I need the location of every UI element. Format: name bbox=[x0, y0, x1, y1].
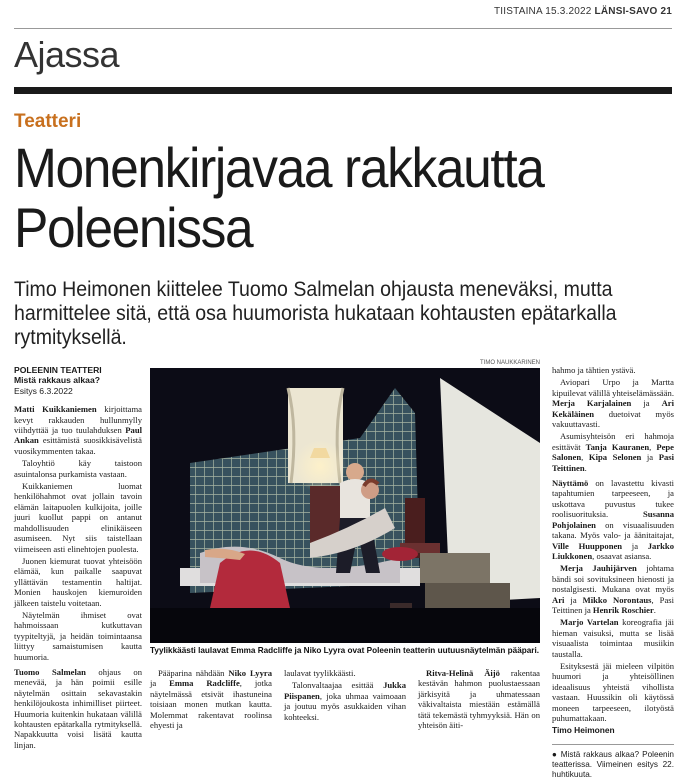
footnote-rule bbox=[552, 744, 674, 745]
page-number: 21 bbox=[660, 6, 672, 17]
infobox-title: POLEENIN TEATTERI bbox=[14, 365, 102, 375]
page-folio bbox=[494, 6, 672, 17]
article-headline: Monenkirjavaa rakkautta Poleenissa bbox=[14, 136, 544, 259]
article-lead: Timo Heimonen kiittelee Tuomo Salmelan ohjausta meneväksi, mutta harmittelee sitä, että osa huumorista hukataan kohtausten epätarkalla rytmityksellä. bbox=[14, 278, 617, 349]
paragraph: Esityksestä jäi mieleen vilpitön huumori ja yhteisöllinen ideaalisuus yhteistä vihollista vastaan. Huussikin oli käytössä moneen tarpeeseen, ilotyöstä puhumattakaan. bbox=[552, 660, 674, 723]
paragraph: laulavat tyylikkäästi. bbox=[284, 668, 356, 678]
paragraph: Ritva-Helinä Äijö rakentaa kestävän hahmon puolustaessaan järkisyitä ja uhmatessaan väkivaltaista miestään estämällä tätä tekemästä tyhmyyksiä. Hän on yhteisön äiti- bbox=[418, 668, 540, 731]
paragraph: Marjo Vartelan koreografia jäi hieman vaisuksi, mutta se lisää visuaalista toimintaa musiikin taustalla. bbox=[552, 617, 674, 659]
article-column-1 bbox=[14, 365, 142, 752]
paragraph: Tuomo Salmelan ohjaus on menevää, ja hän poimii esille näytelmän osittain sekavastakin henkilöjoukosta inhimilliset piirteet. Huumoria kuitenkin hukataan välillä kohtausten epätarkalla rytmityksellä. Napakkuutta voisi lisätä kautta linjan. bbox=[14, 666, 142, 750]
header-rule bbox=[14, 28, 672, 29]
article-column-2 bbox=[150, 668, 272, 732]
author-byline: Timo Heimonen bbox=[552, 725, 615, 736]
article-column-3 bbox=[284, 668, 406, 724]
paragraph: Talonvaltaajaa esittää Jukka Piispanen, joka uhmaa vaimoaan ja joutuu myös asukkaiden vihan kohteeksi. bbox=[284, 680, 406, 722]
section-bar bbox=[14, 87, 672, 94]
infobox-date: Esitys 6.3.2022 bbox=[14, 385, 73, 396]
paragraph: Juonen kiemurat tuovat yhteisöön elämää, kun paikalle saapuvat yllättävän testamentin haltijat. Monien hauskojen kiemuroiden jälkeen taistelu voitetaan. bbox=[14, 555, 142, 608]
paragraph: Merja Jauhijärven johtama bändi soi sovituksineen hienosti ja nostalgisesti. Mukana ovat myös Ari ja Mikko Norontaus, Pasi Teittinen ja Henrik Roschier. bbox=[552, 563, 675, 615]
infobox-play-title: Mistä rakkaus alkaa? bbox=[14, 375, 100, 386]
paragraph: Näyttämö on lavastettu kivasti tapahtumien tarpeeseen, ja uskottava puvustus tukee roolisuorituksia. Susanna Pohjolainen on visuaalisuuden takana. Myös valo- ja äänitaitajat, Ville Huupponen ja Jarkko Liukkonen, osaavat asiansa. bbox=[552, 478, 674, 561]
bullet-icon: ● bbox=[552, 749, 561, 759]
paragraph: hahmo ja tähtien ystävä. bbox=[552, 365, 636, 375]
newspaper-name: LÄNSI-SAVO bbox=[594, 6, 658, 17]
performance-info: ● Mistä rakkaus alkaa? Poleenin teatterissa. Viimeinen esitys 22. huhtikuuta. bbox=[552, 749, 674, 779]
stage-photo bbox=[150, 368, 540, 643]
paragraph: Matti Kuikkaniemen kirjoittama kevyt rakkauden hullunmylly viihdyttää ja tuo tuulahduksen Paul Ankan esittämistä suosikkisävelistä vuosikymmenten takaa. bbox=[14, 404, 142, 456]
photo-credit: TIMO NAUKKARINEN bbox=[479, 360, 540, 366]
issue-date: TIISTAINA 15.3.2022 bbox=[494, 6, 592, 17]
paragraph: Kuikkaniemen luomat henkilöhahmot ovat jollain tavoin elämän laitapuolen kulkijoita, joille juuri kuollut pappi on antanut mahdollisuuden elinikäiseen asumiseen. Nyt siis taistellaan viimeiseen asti elinehtojen puolesta. bbox=[14, 481, 142, 554]
paragraph: Taloyhtiö käy taistoon asuintalonsa purkamista vastaan. bbox=[14, 458, 142, 479]
article-kicker: Teatteri bbox=[14, 111, 82, 132]
paragraph: Aviopari Urpo ja Martta kipuilevat välillä yhteiselämässään. Merja Karjalainen ja Ari Kekäläinen duetoivat myös vakuuttavasti. bbox=[552, 377, 674, 430]
paragraph: Pääparina nähdään Niko Lyyra ja Emma Radcliffe, jotka näytelmässä etsivät ihastuneina toisiaan monen mutkan kautta. Molemmat rakentavat roolinsa ehyesti ja bbox=[150, 668, 273, 731]
photo-caption: Tyylikkäästi laulavat Emma Radcliffe ja Niko Lyyra ovat Poleenin teatterin uutuusnäytelmän pääpari. bbox=[150, 646, 540, 655]
paragraph: Asumisyhteisön eri hahmoja esittävät Tanja Kauranen, Pepe Salonen, Kipa Selonen ja Pasi Teittinen. bbox=[552, 431, 675, 473]
section-title: Ajassa bbox=[14, 34, 120, 75]
stage-scene-image bbox=[150, 368, 540, 643]
paragraph: Näytelmän ihmiset ovat hahmoissaan kutkuttavan tyypiteltyjä, ja heidän toimintaansa liittyy samaistumisen kautta huumoria. bbox=[14, 609, 142, 662]
article-column-4 bbox=[418, 668, 540, 732]
article-column-5 bbox=[552, 365, 674, 780]
